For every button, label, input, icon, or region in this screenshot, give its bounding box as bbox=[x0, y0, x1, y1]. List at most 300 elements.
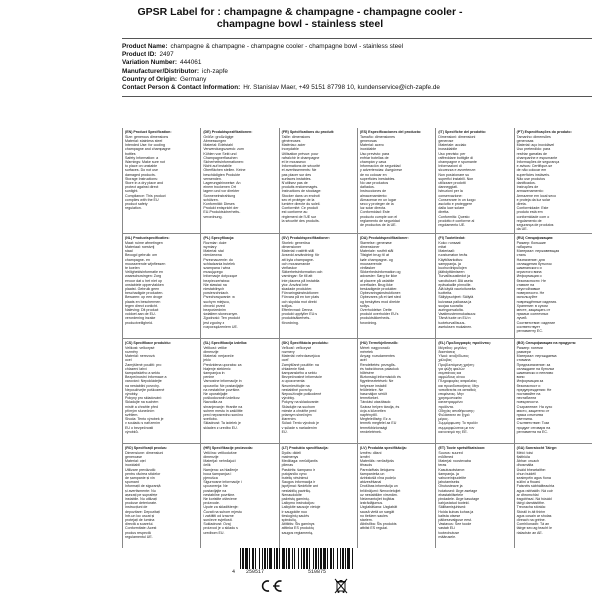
spec-line: Nepoužívejte poškozené bbox=[125, 387, 165, 392]
spec-line: dimenzije bbox=[203, 454, 219, 459]
spec-line: rozměry bbox=[125, 349, 138, 354]
spec-cell bbox=[122, 443, 200, 548]
spec-line: Pokyny pro skladování: bbox=[125, 396, 163, 401]
spec-line: Размер: големи bbox=[516, 345, 543, 350]
spec-line: συμμορφώνεται με τον bbox=[438, 425, 475, 430]
spec-line: Beoogd gebruik: om bbox=[125, 253, 158, 258]
spec-line: plaats en beschermen bbox=[125, 299, 161, 304]
spec-line: προϊόντα. bbox=[438, 404, 454, 409]
top-divider bbox=[122, 38, 592, 39]
spec-line: Материал: неръждаема bbox=[516, 354, 557, 359]
spec-line: Verwendungszweck: zum bbox=[203, 147, 244, 152]
spec-line: surfaces. Do not use bbox=[125, 168, 158, 173]
spec-line: prodotto è conforme al bbox=[438, 218, 475, 223]
spec-line: de não colocar em bbox=[516, 168, 547, 173]
spec-line: dimensioner bbox=[360, 244, 380, 249]
spec-line: de șampanie și vin bbox=[125, 475, 155, 480]
spec-line: габариты bbox=[516, 244, 533, 249]
spec-line: Overholdelse: Dette bbox=[360, 307, 392, 312]
spec-line: Ábhar: cruach bbox=[516, 459, 540, 464]
spec-line: κατεστραμμένα bbox=[438, 400, 463, 405]
spec-line: Čuvati na suhom mjestu bbox=[203, 509, 242, 514]
spec-line: szampana i wina bbox=[203, 265, 231, 270]
spec-line: Produkt entspricht der bbox=[203, 206, 239, 211]
spec-line: Förvaringsinstruktioner: bbox=[281, 291, 320, 296]
spec-line: proizvode. bbox=[203, 501, 220, 506]
spec-line: teras bbox=[438, 463, 447, 468]
spec-line: inte placera på instabila bbox=[281, 278, 320, 283]
spec-line: upozorenja: Ne bbox=[203, 484, 228, 489]
spec-line: produse deteriorate. bbox=[125, 501, 158, 506]
spec-heading: (DE) Produktspezifikationen: bbox=[203, 130, 253, 134]
spec-cell bbox=[435, 443, 513, 548]
spec-line: jäähdyttämiseen bbox=[438, 270, 465, 275]
spec-line: hlajenje steklenic bbox=[203, 366, 231, 371]
spec-line: шампанского и bbox=[516, 265, 542, 270]
spec-line: einem trockenen Ort bbox=[203, 185, 236, 190]
spec-line: прямых солнечных bbox=[516, 312, 549, 317]
spec-line: de no colocar en bbox=[360, 172, 387, 177]
spec-line: μέρος. bbox=[438, 417, 449, 422]
spec-line: auringonvalolta. bbox=[438, 307, 464, 312]
spec-line: táirgí damáistithe. bbox=[516, 501, 546, 506]
spec-line: поставяйте на bbox=[516, 391, 541, 396]
spec-line: v súlade s nariadením bbox=[281, 425, 317, 430]
spec-line: armazenamento: bbox=[516, 189, 544, 194]
spec-line: la sécurité des produits. bbox=[281, 218, 320, 223]
spec-heading: (SV) Produktspecifikationer: bbox=[281, 236, 330, 240]
spec-line: skladen z uredbo EU. bbox=[203, 425, 238, 430]
spec-line: voldoet aan de EU- bbox=[125, 312, 156, 317]
spec-line: proizvod je u skladu s bbox=[203, 526, 238, 531]
spec-line: matmenys bbox=[281, 454, 299, 459]
spec-line: atitinka ES produktų bbox=[281, 526, 314, 531]
spec-line: overflader. Brug ikke bbox=[360, 282, 393, 287]
spec-line: seco y proteger de la bbox=[360, 201, 394, 206]
spec-line: da UE. bbox=[516, 227, 528, 232]
spec-heading: (PL) Specyfikacja: bbox=[203, 236, 235, 240]
spec-line: Съответствие: Този bbox=[516, 421, 550, 426]
spec-line: Koko: runsaat bbox=[438, 240, 461, 245]
spec-heading: (EN) Product Specification: bbox=[125, 130, 172, 134]
spec-line: champán y cava bbox=[360, 159, 387, 164]
spec-line: Tamaño: dimensiones bbox=[360, 134, 395, 139]
spec-line: penine bbox=[203, 375, 215, 380]
spec-line: ebastabiilsetele bbox=[438, 492, 464, 497]
spec-cell bbox=[357, 233, 435, 338]
spec-line: Úsáid bheartaithe: bbox=[516, 467, 546, 472]
info-divider bbox=[122, 96, 592, 97]
spec-heading: (FI) Tuotetiedot: bbox=[438, 236, 466, 240]
spec-heading: (PT) Especificações do produto: bbox=[516, 130, 572, 134]
spec-line: Száraz helyen tárolja, és bbox=[360, 404, 400, 409]
spec-line: mieste a chráňte pred bbox=[281, 408, 317, 413]
spec-line: sunčeve svjetlosti. bbox=[203, 517, 233, 522]
spec-line: Vastavus: See toode bbox=[438, 522, 472, 527]
spec-cell bbox=[435, 233, 513, 338]
spec-line: Materjal: roostevaba bbox=[438, 459, 471, 464]
spec-line: Соответствие: изделие bbox=[516, 320, 556, 325]
spec-line: uz nestabilām virsmām. bbox=[360, 492, 398, 497]
spec-line: τοποθετείτε σε ασταθείς bbox=[438, 387, 477, 392]
spec-line: nestabilių paviršių. bbox=[281, 488, 312, 493]
spec-line: termék megfelel az EU bbox=[360, 421, 397, 426]
spec-line: Bezpečnostné informácie bbox=[281, 375, 323, 380]
spec-line: mitat bbox=[438, 244, 447, 249]
spec-line: bottles bbox=[125, 151, 136, 156]
spec-line: produits endommagés. bbox=[281, 185, 319, 190]
spec-line: pentru răcirea sticlelor bbox=[125, 471, 161, 476]
spec-line: Storage Instructions: bbox=[125, 176, 158, 181]
spec-line: Faisnéis sábháilteachta bbox=[516, 484, 555, 489]
spec-line: acél bbox=[360, 358, 367, 363]
spec-line: Materiāls: nerūsējošs bbox=[360, 459, 394, 464]
spec-line: diretta. bbox=[438, 210, 450, 215]
spec-line: plaatst. Gebruik geen bbox=[125, 286, 160, 291]
spec-line: a upozornenia: bbox=[281, 379, 306, 384]
spec-line: Hoida kuivas kohas ja bbox=[438, 509, 474, 514]
spec-line: sicurezza e avvertenze: bbox=[438, 168, 477, 173]
spec-line: Sigurnosne informacije i bbox=[203, 480, 242, 485]
spec-line: šampaňského a sektu bbox=[125, 370, 160, 375]
spec-line: Skladujte na suchém bbox=[125, 400, 159, 405]
spec-line: лучей. bbox=[516, 316, 528, 321]
spec-line: te koelen bbox=[125, 265, 140, 270]
spec-line: vinflaskor bbox=[281, 265, 297, 270]
spec-line: dzirkstošā vīna pudeļu bbox=[360, 475, 396, 480]
spec-line: termékeket. bbox=[360, 396, 379, 401]
spec-line: reglamento de seguridad bbox=[360, 218, 400, 223]
spec-line: Käyttötarkoitus: bbox=[438, 257, 464, 262]
spec-line: Συμμόρφωση: Το προϊόν bbox=[438, 421, 478, 426]
spec-line: protejați de lumina bbox=[125, 517, 155, 522]
spec-line: Utilizare prevăzută: bbox=[125, 467, 156, 472]
spec-line: dhosmálta bbox=[516, 463, 534, 468]
spec-line: Warnings: Make sure not bbox=[125, 159, 165, 164]
spec-line: продукт отговаря на bbox=[516, 425, 551, 430]
spec-line: shranjevanje: Hranite na bbox=[203, 404, 243, 409]
spec-line: dañados. bbox=[360, 185, 375, 190]
spec-line: asetuksen mukainen. bbox=[438, 324, 473, 329]
spec-line: powierzchniach. bbox=[203, 291, 230, 296]
spec-line: Kühlen von Sekt und bbox=[203, 151, 237, 156]
spec-line: stariem. bbox=[360, 517, 373, 522]
spec-line: plienas bbox=[281, 463, 294, 468]
spec-line: surfaces instables. bbox=[281, 176, 312, 181]
spec-line: šampanjca in bbox=[203, 370, 225, 375]
spec-line: enfriar botellas de bbox=[360, 155, 389, 160]
spec-cell bbox=[279, 128, 357, 233]
spec-line: tiesioginių saulės bbox=[281, 513, 310, 518]
spec-line: Størrelse: generøse bbox=[360, 240, 392, 245]
spec-heading: (EL) Προδιαγραφές προϊόντος: bbox=[438, 341, 492, 345]
spec-line: Rendeltetés: pezsgős- bbox=[360, 362, 396, 367]
spec-cell bbox=[200, 128, 278, 233]
spec-line: Φυλάσσετε σε ξηρό bbox=[438, 412, 470, 417]
spec-line: vastab ELi bbox=[438, 526, 456, 531]
spec-line: figyelmeztetések: Ne bbox=[360, 379, 394, 384]
spec-line: kuivassa paikassa ja bbox=[438, 299, 472, 304]
spec-line: superfici instabili. Non bbox=[438, 176, 474, 181]
spec-line: Size: generous dimensions bbox=[125, 134, 169, 139]
spec-line: et le mousseux bbox=[281, 159, 306, 164]
spec-line: Veličina: velikodušne bbox=[203, 450, 237, 455]
spec-heading: (DA) Produktspecifikationer: bbox=[360, 236, 409, 240]
spec-line: Velikost: velkorysé bbox=[125, 345, 155, 350]
spec-line: Uzglabāšana: Uzglabāt bbox=[360, 505, 398, 510]
spec-line: Sikkerhedsinformation og bbox=[360, 270, 401, 275]
spec-line: Größe: großzügige bbox=[203, 134, 234, 139]
spec-line: Stóráil in áit thirim bbox=[516, 509, 546, 514]
spec-line: Atitiktis: Šis gaminys bbox=[281, 522, 315, 527]
spec-cell bbox=[357, 443, 435, 548]
spec-line: Materijal: nehrđajući bbox=[203, 459, 236, 464]
spec-line: Namjena: za hlađenje bbox=[203, 467, 239, 472]
spec-line: suojaa suoralta bbox=[438, 303, 463, 308]
spec-line: ставьте на bbox=[516, 282, 535, 287]
spec-line: čelik bbox=[203, 463, 211, 468]
spec-line: mõõtmed bbox=[438, 454, 454, 459]
spec-line: Uso previsto: per bbox=[438, 151, 466, 156]
spec-line: izstrādājumus. bbox=[360, 501, 384, 506]
spec-line: i zaštititi od izravne bbox=[203, 513, 234, 518]
spec-line: éagobhsaí. Ná húsáid bbox=[516, 496, 552, 501]
spec-line: inoxidable bbox=[360, 147, 377, 152]
spec-line: produkt overholder EU's bbox=[360, 312, 399, 317]
spec-line: Neumiestňujte na bbox=[281, 383, 310, 388]
spec-line: generosas bbox=[516, 138, 534, 143]
spec-line: Materiál: nehrdzavejúca bbox=[281, 354, 320, 359]
spec-line: regolamento UE. bbox=[438, 222, 466, 227]
spec-line: безопасност и bbox=[516, 383, 541, 388]
spec-line: généreuses bbox=[281, 138, 301, 143]
spec-line: světlem. bbox=[125, 412, 139, 417]
info-contact: Contact Person & Contact Information: Hr. Stanislav Maer, +49 5151 87798 10, kundenservice@ich-zapfe.de bbox=[122, 84, 440, 92]
spec-line: Opbevaringsinstruktioner: bbox=[360, 291, 401, 296]
spec-line: vahuveinipudelite bbox=[438, 475, 467, 480]
spec-line: Tamanho: dimensões bbox=[516, 134, 551, 139]
spec-line: Conformidad: Este bbox=[360, 210, 390, 215]
spec-line: tooteohutuse bbox=[438, 530, 460, 535]
spec-line: et avertissements: Ne bbox=[281, 168, 317, 173]
spec-line: și avertismente: Nu bbox=[125, 488, 156, 493]
spec-line: jest zgodny z bbox=[203, 320, 225, 325]
spec-line: jeklo bbox=[203, 358, 211, 363]
spec-line: Materiaal: roestvrij bbox=[125, 244, 155, 249]
spec-line: Store in a dry place and bbox=[125, 180, 163, 185]
spec-line: Zamýšlené použití: pro bbox=[125, 362, 162, 367]
spec-line: superficies inestables. bbox=[360, 176, 396, 181]
spec-line: Conformidade: Este bbox=[516, 206, 549, 211]
spec-line: Konformität: Dieses bbox=[203, 201, 235, 206]
spec-line: v souladu s nařízením bbox=[125, 421, 161, 426]
spec-heading: (LT) Produkto specifikacija: bbox=[281, 446, 329, 450]
spec-heading: (GA) Sonraíocht Táirge: bbox=[516, 446, 558, 450]
spec-cell bbox=[279, 443, 357, 548]
spec-line: forordning. bbox=[360, 320, 378, 325]
spec-line: Opbevares på et tørt sted bbox=[360, 295, 401, 300]
spec-line: conformidade com o bbox=[516, 214, 550, 219]
spec-line: izmēri bbox=[360, 454, 370, 459]
spec-line: Safety Information: a bbox=[125, 155, 159, 160]
spec-line: svetlobo. bbox=[203, 417, 218, 422]
spec-line: Dimensiune: dimensiuni bbox=[125, 450, 164, 455]
spec-line: Materiál: nerezová bbox=[125, 354, 155, 359]
spec-line: Przechowywanie: w bbox=[203, 295, 235, 300]
info-product-name: Product Name: champagne & champagne - champagne cooler - champagne bowl - stainless steel bbox=[122, 43, 404, 50]
spec-line: raffreddare bottiglie di bbox=[438, 155, 474, 160]
spec-line: champanhe e espumante bbox=[516, 155, 558, 160]
spec-line: σαμπάνιας και bbox=[438, 370, 462, 375]
spec-line: Bewaren: op een droge bbox=[125, 295, 163, 300]
spec-line: Προβλεπόμενη χρήση: bbox=[438, 362, 475, 367]
spec-line: és habzóboros palackok bbox=[360, 366, 399, 371]
spec-heading: (ES) Especificaciones del producto: bbox=[360, 130, 422, 134]
spec-line: Veľkosť: veľkorysé bbox=[281, 345, 312, 350]
spec-line: διαστάσεις bbox=[438, 349, 456, 354]
spec-line: място, защитено от bbox=[516, 408, 550, 413]
spec-line: Tárolási utasítások: bbox=[360, 400, 392, 405]
spec-line: предупреждения: Не bbox=[516, 387, 552, 392]
spec-line: atdzesēšanai bbox=[360, 480, 382, 485]
spec-line: Avsedd användning: för bbox=[281, 253, 320, 258]
spec-line: Materiał: stal bbox=[203, 249, 224, 254]
spec-line: resfriar garrafas de bbox=[516, 151, 548, 156]
spec-line: protect against direct bbox=[125, 185, 159, 190]
spec-line: bezpieczeństwa: bbox=[203, 278, 230, 283]
spec-heading: (LV) Produkta specifikācija: bbox=[360, 446, 407, 450]
spec-line: óvja a közvetlen bbox=[360, 408, 386, 413]
spec-line: Maat: ruime afmetingen bbox=[125, 240, 163, 245]
spec-line: dalla luce solare bbox=[438, 206, 465, 211]
spec-line: pas placer sur des bbox=[281, 172, 312, 177]
spec-line: depozitare: Depozitați bbox=[125, 509, 160, 514]
spec-line: na nestabilní povrchy. bbox=[125, 383, 160, 388]
spec-cell bbox=[357, 128, 435, 233]
spec-line: spindulių. bbox=[281, 517, 297, 522]
spec-line: ar dhromchlaí bbox=[516, 492, 539, 497]
spec-line: putojančio vyno bbox=[281, 471, 307, 476]
spec-line: pažeistų gaminių. bbox=[281, 496, 310, 501]
spec-line: súilíní a fhuarú bbox=[516, 480, 541, 485]
spec-line: Material: Edelstahl bbox=[203, 143, 233, 148]
spec-line: Saugos informacija ir bbox=[281, 480, 316, 485]
spec-line: Material: nerjaveče bbox=[203, 354, 234, 359]
spec-line: schładzania butelek bbox=[203, 261, 235, 266]
spec-line: Upute za skladištenje: bbox=[203, 505, 239, 510]
spec-line: Rozmiar: duże bbox=[203, 240, 227, 245]
spec-line: Instrucciones de bbox=[360, 189, 387, 194]
spec-line: sausā vietā un sargāt bbox=[360, 509, 395, 514]
spec-line: Treoracha stórála: bbox=[516, 505, 546, 510]
spec-line: Nie stawiać na bbox=[203, 282, 227, 287]
spec-line: pindadele. Ärge kasutage bbox=[438, 496, 480, 501]
spec-line: poškodovanih izdelkov. bbox=[203, 396, 241, 401]
info-product-id: Product ID: 2497 bbox=[122, 51, 174, 59]
spec-line: Säilytysohjeet: Säilytä bbox=[438, 295, 474, 300]
spec-line: Nepoužívajte poškodené bbox=[281, 391, 322, 396]
spec-line: suhem mestu in zaščitite bbox=[203, 408, 243, 413]
spec-line: nierdzewna bbox=[203, 253, 222, 258]
product-info bbox=[122, 43, 592, 92]
spec-line: Kasutusotstarve: bbox=[438, 467, 466, 472]
spec-line: Non posizionare su bbox=[438, 172, 470, 177]
spec-line: Informações de segurança bbox=[516, 159, 560, 164]
title-line-2: champagne bowl - stainless steel bbox=[216, 18, 384, 30]
spec-line: kahjustatud tooteid. bbox=[438, 501, 470, 506]
spec-cell bbox=[514, 443, 592, 548]
spec-line: rialachán an AE. bbox=[516, 530, 543, 535]
spec-line: sec et protéger de la bbox=[281, 197, 315, 202]
spec-line: Назначение: для bbox=[516, 257, 545, 262]
spec-line: Instruções de bbox=[516, 185, 539, 190]
spec-cell bbox=[514, 338, 592, 443]
spec-line: champagne e spumante bbox=[438, 159, 477, 164]
spec-line: na nestabilne površine. bbox=[203, 387, 241, 392]
spec-line: chronić przed bbox=[203, 303, 225, 308]
spec-line: spumant bbox=[125, 480, 139, 485]
spec-line: och skydda mot direkt bbox=[281, 299, 317, 304]
spec-line: Izmērs: dāsni bbox=[360, 450, 382, 455]
spec-line: asciutto e proteggere bbox=[438, 201, 473, 206]
spec-line: Sonneneinstrahlung bbox=[203, 193, 236, 198]
spec-line: Размер: большие bbox=[516, 240, 546, 245]
spec-cell bbox=[357, 338, 435, 443]
spec-cell bbox=[279, 338, 357, 443]
spec-line: kaitsta otsese bbox=[438, 513, 461, 518]
spec-line: Zamýšľané použitie: na bbox=[281, 362, 319, 367]
spec-line: och mousserande bbox=[281, 261, 311, 266]
spec-line: регламенту ЕС. bbox=[516, 328, 543, 333]
spec-line: охлаждения бутылок bbox=[516, 261, 552, 266]
spec-line: méretek bbox=[360, 349, 373, 354]
spec-line: Instrucțiuni de bbox=[125, 505, 148, 510]
spec-line: Säkerhetsinformation och bbox=[281, 270, 323, 275]
spec-line: šampanského a sektu bbox=[281, 370, 317, 375]
spec-line: varningar: Se till att bbox=[281, 274, 313, 279]
spec-line: Skladujte na suchom bbox=[281, 404, 316, 409]
spec-line: postavljajte na bbox=[203, 488, 227, 493]
spec-line: butelių vėsinimui bbox=[281, 475, 309, 480]
compliance-marks bbox=[0, 578, 600, 596]
spec-line: boca šampanjca i bbox=[203, 471, 232, 476]
spec-line: brīdinājumi: Nenovietojiet bbox=[360, 488, 401, 493]
spec-line: místě a chraňte před bbox=[125, 404, 158, 409]
spec-line: regulamento de bbox=[516, 218, 542, 223]
spec-line: ir saugokite nuo bbox=[281, 509, 308, 514]
spec-heading: (CS) Specifikace produktu: bbox=[125, 341, 171, 345]
spec-line: Comhlíonadh: Tá an bbox=[516, 522, 550, 527]
spec-line: Navodila za bbox=[203, 400, 223, 405]
spec-line: Material: stainless steel bbox=[125, 138, 163, 143]
spec-heading: (HU) Termékjellemzők: bbox=[360, 341, 399, 345]
spec-heading: (RU) Спецификация: bbox=[516, 236, 554, 240]
spec-line: verordening inzake bbox=[125, 316, 156, 321]
spec-line: luz solar directa. bbox=[360, 206, 387, 211]
spec-line: неустойчивые bbox=[516, 286, 541, 291]
spec-line: vinflasker bbox=[360, 265, 376, 270]
spec-line: Informacje dotyczące bbox=[203, 274, 238, 279]
spec-line: táirge seo ag teacht le bbox=[516, 526, 553, 531]
spec-line: päikesevalguse eest. bbox=[438, 517, 472, 522]
spec-line: règlement de l'UE sur bbox=[281, 214, 317, 219]
spec-line: használjon sérült bbox=[360, 391, 387, 396]
spec-line: to place on unstable bbox=[125, 164, 158, 169]
spec-line: musującego bbox=[203, 270, 223, 275]
spec-line: επιφάνειες. Μην bbox=[438, 391, 464, 396]
spec-cell bbox=[514, 233, 592, 338]
label-title bbox=[0, 6, 600, 30]
